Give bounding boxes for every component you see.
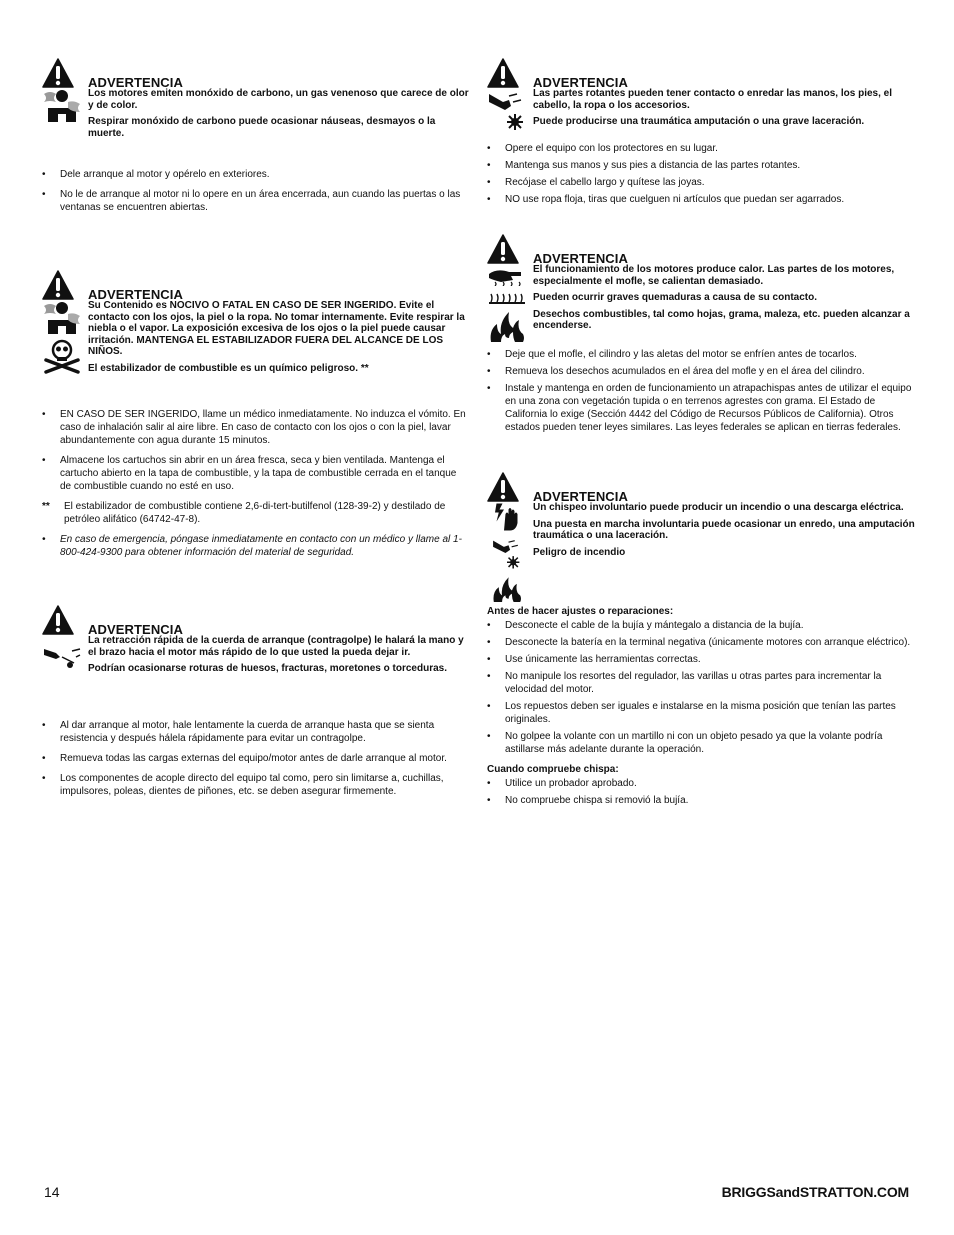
warning-title: ADVERTENCIA (88, 622, 183, 637)
warning-statement: Las partes rotantes pueden tener contacto o enredar las manos, los pies, el cabello, la ropa o los accesorios. (533, 88, 892, 111)
warning-title: ADVERTENCIA (533, 251, 628, 266)
instruction-list (487, 619, 915, 756)
list-item: • Deje que el mofle, el cilindro y las aletas del motor se enfríen antes de tocarlos. (487, 348, 915, 361)
warning-title: ADVERTENCIA (88, 287, 183, 302)
warning-fuel-stabilizer (42, 270, 470, 605)
list-item: • NO use ropa floja, tiras que cuelguen ni artículos que puedan ser agarrados. (487, 193, 915, 206)
warning-header (487, 58, 915, 88)
list-item: • Desconecte la batería en la terminal negativa (únicamente motores con arranque eléctrico). (487, 636, 915, 649)
list-item: • No golpee la volante con un martillo ni con un objeto pesado ya que la volante podría astillarse más adelante durante la operación. (487, 730, 915, 756)
warning-accidental-start (487, 472, 915, 807)
list-item: • Los repuestos deben ser iguales e instalarse en la misma posición que tenían las partes originales. (487, 700, 915, 726)
list-item: • Utilice un probador aprobado. (487, 777, 915, 790)
fire-icon (487, 574, 527, 602)
warning-triangle-icon (487, 472, 519, 502)
list-item: • Remueva todas las cargas externas del equipo/motor antes de darle arranque al motor. (42, 752, 470, 765)
warning-header (487, 472, 915, 502)
hot-surface-hand-icon (487, 264, 527, 286)
list-item: • Los componentes de acople directo del equipo tal como, pero sin limitarse a, cuchillas, impulsores, poleas, dientes de piñones, etc. se deben asegurar firmemente. (42, 772, 470, 798)
warning-header (42, 270, 470, 300)
toxic-fumes-icon (42, 300, 82, 334)
warning-statement: La retracción rápida de la cuerda de arranque (contragolpe) le halará la mano y el brazo hacia el motor más rápido de lo que usted la pueda dejar ir. (88, 635, 464, 658)
fire-icon (487, 308, 527, 342)
heat-waves-icon (487, 290, 527, 304)
warning-header (487, 234, 915, 264)
instruction-list (487, 142, 915, 206)
warning-kickback (42, 605, 470, 798)
instruction-list (42, 168, 470, 214)
list-item: • No compruebe chispa si removió la bujía. (487, 794, 915, 807)
warning-statement: Podrían ocasionarse roturas de huesos, fracturas, moretones o torceduras. (88, 663, 447, 674)
footnote-item: ** El estabilizador de combustible contiene 2,6-di-tert-butilfenol (128-39-2) y destilado de petróleo alifático (64742-47-8). (42, 500, 470, 526)
warning-triangle-icon (42, 270, 74, 300)
warning-statement: El funcionamiento de los motores produce calor. Las partes de los motores, especialmente el mofle, se calientan demasiado. (533, 264, 895, 287)
warning-statement: Respirar monóxido de carbono puede ocasionar náuseas, desmayos o la muerte. (88, 116, 436, 139)
toxic-fumes-icon (42, 88, 82, 122)
poison-skull-icon (42, 338, 82, 374)
warning-header (42, 605, 470, 635)
warning-title: ADVERTENCIA (533, 75, 628, 90)
right-column (487, 58, 915, 811)
list-item: • Desconecte el cable de la bujía y mántegalo a distancia de la bujía. (487, 619, 915, 632)
list-item: • No le de arranque al motor ni lo opere en un área encerrada, aun cuando las puertas o las ventanas se encuentren abiertas. (42, 188, 470, 214)
list-item: • En caso de emergencia, póngase inmediatamente en contacto con un médico y llame al 1-800-424-9300 para obtener información del material de seguridad. (42, 533, 470, 559)
warning-rotating-parts (487, 58, 915, 234)
instruction-list (487, 777, 915, 807)
warning-statement: Pueden ocurrir graves quemaduras a causa de su contacto. (533, 292, 817, 303)
rotating-parts-icon (487, 536, 527, 570)
rotating-parts-icon (487, 88, 527, 132)
list-item: • Al dar arranque al motor, hale lentamente la cuerda de arranque hasta que se sienta resistencia y después hálela rápidamente para evitar un contragolpe. (42, 719, 470, 745)
warning-statement: Puede producirse una traumática amputación o una grave laceración. (533, 116, 865, 127)
warning-title: ADVERTENCIA (533, 489, 628, 504)
list-item: • No manipule los resortes del regulador, las varillas u otras partes para incrementar la velocidad del motor. (487, 670, 915, 696)
list-item: • Dele arranque al motor y opérelo en exteriores. (42, 168, 470, 181)
list-item: • Opere el equipo con los protectores en su lugar. (487, 142, 915, 155)
brand-website: BRIGGSandSTRATTON.COM (721, 1184, 909, 1200)
warning-header (42, 58, 470, 88)
instruction-list (42, 408, 470, 559)
warning-triangle-icon (42, 58, 74, 88)
warning-statement: El estabilizador de combustible es un químico peligroso. ** (88, 362, 369, 374)
list-item: • Recójase el cabello largo y quítese las joyas. (487, 176, 915, 189)
section-subheading: Antes de hacer ajustes o reparaciones: (487, 606, 674, 617)
warning-statement: Los motores emiten monóxido de carbono, un gas venenoso que carece de olor y de color. (88, 88, 469, 111)
list-item: • Almacene los cartuchos sin abrir en un área fresca, seca y bien ventilada. Mantenga el cartucho abierto en la tapa de combustible, y la tapa de combustible cerrada en el tanque de combustible cuando no esté en uso. (42, 454, 470, 493)
warning-statement: Una puesta en marcha involuntaria puede ocasionar un enredo, una amputación traumática o una laceración. (533, 518, 915, 541)
warning-title: ADVERTENCIA (88, 75, 183, 90)
list-item: • Remueva los desechos acumulados en el área del mofle y en el área del cilindro. (487, 365, 915, 378)
warning-triangle-icon (487, 58, 519, 88)
list-item: • Use únicamente las herramientas correctas. (487, 653, 915, 666)
warning-statement: Desechos combustibles, tal como hojas, grama, maleza, etc. pueden alcanzar a encenderse. (533, 308, 910, 331)
warning-triangle-icon (42, 605, 74, 635)
instruction-list (42, 719, 470, 798)
kickback-hand-icon (42, 643, 82, 669)
list-item: • EN CASO DE SER INGERIDO, llame un médico inmediatamente. No induzca el vómito. En caso de inhalación salir al aire libre. En caso de contacto con los ojos o con la piel, lavar abundantemente con agua durante 15 minutos. (42, 408, 470, 447)
list-item: • Mantenga sus manos y sus pies a distancia de las partes rotantes. (487, 159, 915, 172)
page-number: 14 (44, 1184, 60, 1200)
warning-carbon-monoxide (42, 58, 470, 270)
warning-statement: Peligro de incendio (533, 546, 626, 558)
section-subheading: Cuando compruebe chispa: (487, 764, 619, 775)
list-item: • Instale y mantenga en orden de funcionamiento un atrapachispas antes de utilizar el equipo en una zona con vegetación tupida o en terrenos agrestes con grama. El Estado de California lo exige (Sección 4442 del Código de Recursos Públicos de California). Otros estados pueden tener leyes similares. Las leyes federales se aplican en tierras federales. (487, 382, 915, 434)
warning-statement: Un chispeo involuntario puede producir un incendio o una descarga eléctrica. (533, 502, 904, 513)
warning-triangle-icon (487, 234, 519, 264)
instruction-list (487, 348, 915, 434)
electric-shock-icon (487, 502, 527, 532)
left-column (42, 58, 470, 805)
warning-hot-surfaces (487, 234, 915, 472)
warning-statement: Su Contenido es NOCIVO O FATAL EN CASO DE SER INGERIDO. Evite el contacto con los ojos, la piel o la ropa. No tomar internamente. Evite respirar la niebla o el vapor. La exposición excesiva de los ojos o la piel puede causar irritación. MANTENGA EL ESTABILIZADOR FUERA DEL ALCANCE DE LOS NIÑOS. (88, 300, 465, 357)
